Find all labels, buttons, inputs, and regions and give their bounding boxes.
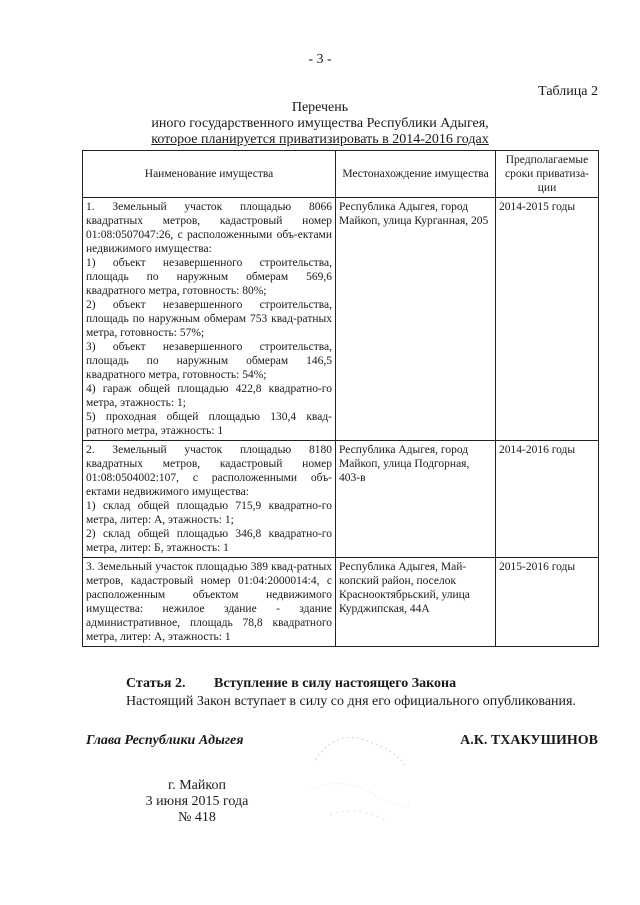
property-name-line: 1) склад общей площадью 715,9 квадратно-го метра, литер: А, этажность: 1;: [86, 500, 332, 526]
property-term-cell: 2015-2016 годы: [496, 558, 599, 647]
property-name-line: 2. Земельный участок площадью 8180 квадратных метров, кадастровый номер 01:08:0504002:107, с расположенными объ-ектами недвижимого имущества:: [86, 444, 332, 498]
property-term-cell: 2014-2016 годы: [496, 441, 599, 558]
property-name-cell: [83, 198, 336, 441]
property-name-line: 1. Земельный участок площадью 8066 квадратных метров, кадастровый номер 01:08:0507047:26, с расположенными объ-ектами недвижимого имущества:: [86, 201, 332, 255]
place: г. Майкоп: [168, 778, 226, 793]
property-name-line: 2) объект незавершенного строительства, площадь по наружным обмерам 753 квад-ратных метра, готовность: 57%;: [86, 299, 332, 339]
property-location-cell: Республика Адыгея, Май-копский район, поселок Краснооктябрьский, улица Курджипская, 44А: [336, 558, 496, 647]
table-body: [83, 198, 599, 647]
article-number: Статья 2.: [126, 676, 186, 691]
table-row: [83, 558, 599, 647]
date: 3 июня 2015 года: [145, 794, 249, 809]
article-body: Настоящий Закон вступает в силу со дня его официального опубликования.: [126, 694, 576, 709]
signatory-position: Глава Республики Адыгея: [86, 733, 244, 748]
property-location-cell: Республика Адыгея, город Майкоп, улица Подгорная, 403-в: [336, 441, 496, 558]
signatory-name: А.К. ТХАКУШИНОВ: [460, 733, 598, 748]
property-name-line: 5) проходная общей площадью 130,4 квад-ратного метра, этажность: 1: [86, 411, 332, 437]
header-name: Наименование имущества: [83, 151, 336, 198]
header-term: Предполагаемые сроки приватиза-ции: [496, 151, 599, 198]
table-row: [83, 441, 599, 558]
property-table: [82, 150, 599, 647]
article-heading: [126, 676, 456, 692]
property-name-line: 3) объект незавершенного строительства, площадь по наружным обмерам 146,5 квадратного метра, готовность: 54%;: [86, 341, 332, 381]
table-header-row: [83, 151, 599, 198]
property-name-line: 3. Земельный участок площадью 389 квад-ратных метров, кадастровый номер 01:04:2000014:4, с расположенным объектом недвижимого имущества: нежилое здание - здание административное, площадь 78,8 квадратного метра, литер: А, этажность: 1: [86, 561, 332, 643]
list-title: [0, 100, 640, 148]
property-name-cell: [83, 558, 336, 647]
list-title-line-3: которое планируется приватизировать в 2014-2016 годах: [151, 132, 489, 147]
property-location-cell: Республика Адыгея, город Майкоп, улица Курганная, 205: [336, 198, 496, 441]
seal-stamp: [295, 720, 415, 835]
property-term-cell: 2014-2015 годы: [496, 198, 599, 441]
table-row: [83, 198, 599, 441]
list-title-line-2: иного государственного имущества Республики Адыгея,: [151, 116, 489, 131]
list-title-line-1: Перечень: [291, 100, 349, 115]
document-number: № 418: [178, 810, 216, 825]
table-label: Таблица 2: [538, 84, 598, 99]
place-date-block: [142, 778, 252, 826]
page-number: - 3 -: [308, 52, 332, 67]
property-name-line: 1) объект незавершенного строительства, площадь по наружным обмерам 569,6 квадратного метра, готовность: 80%;: [86, 257, 332, 297]
property-name-line: 4) гараж общей площадью 422,8 квадратно-го метра, этажность: 1;: [86, 383, 332, 409]
article-title: Вступление в силу настоящего Закона: [214, 676, 457, 691]
header-location: Местонахождение имущества: [336, 151, 496, 198]
property-name-line: 2) склад общей площадью 346,8 квадратно-го метра, литер: Б, этажность: 1: [86, 528, 332, 554]
property-name-cell: [83, 441, 336, 558]
